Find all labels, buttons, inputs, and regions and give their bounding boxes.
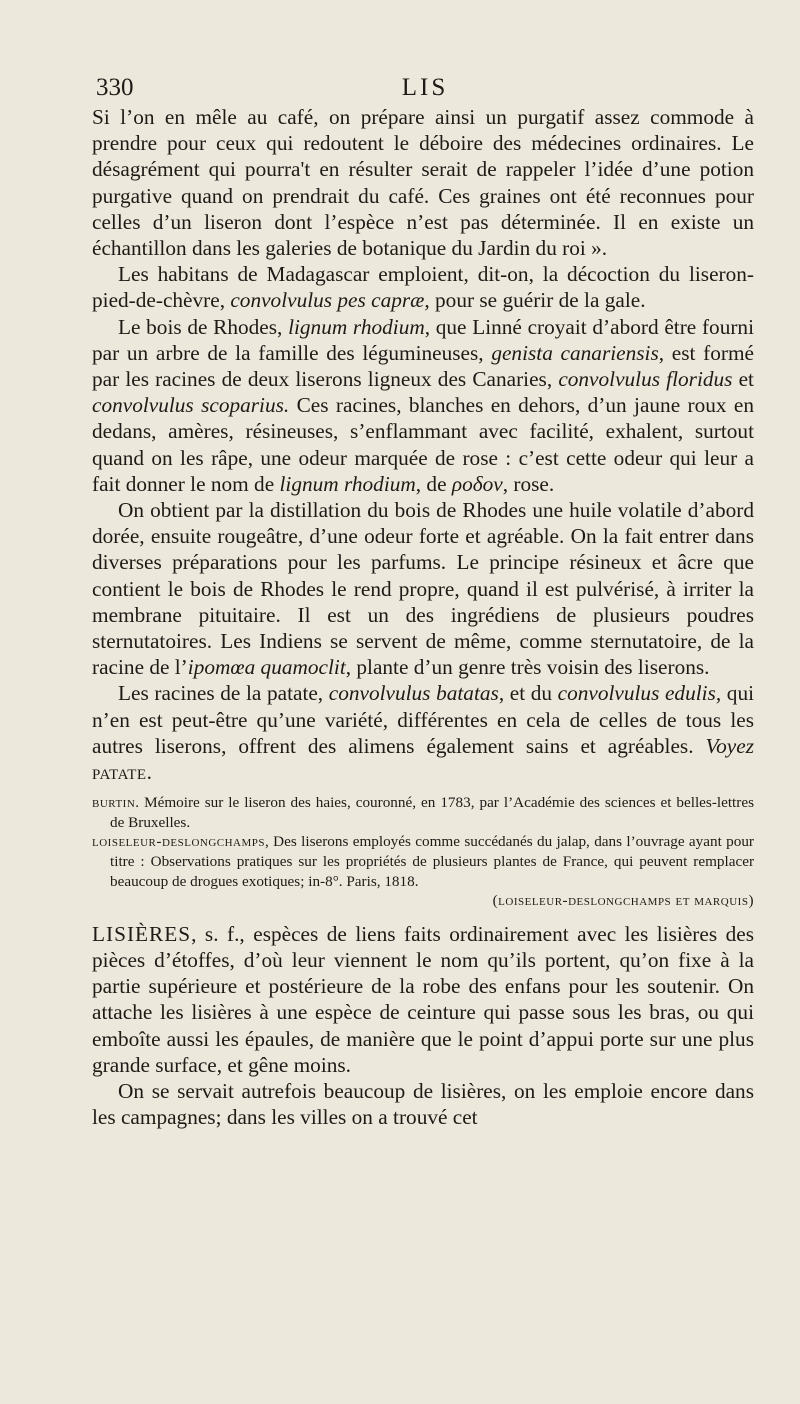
text-run: , pour se guérir de la gale. (424, 288, 646, 313)
author-signature: (loiseleur-deslongchamps et marquis) (492, 892, 754, 910)
page-number: 330 (96, 74, 134, 101)
text-run: , rose. (502, 471, 555, 496)
greek-word: ρoδov (451, 471, 503, 496)
text-run: et (732, 367, 754, 392)
reference-text: . Mémoire sur le liseron des haies, couronné, en 1783, par l’Académie des sciences et belles-lettres de Bruxelles. (110, 794, 754, 831)
text-run: Le bois de Rhodes, (118, 314, 289, 339)
reference-1 (92, 793, 754, 832)
latin-name: convolvulus floridus (558, 367, 733, 392)
article-text (92, 104, 754, 785)
paragraph-4 (92, 497, 754, 680)
latin-name: convolvulus batatas (328, 681, 499, 706)
references (92, 793, 754, 911)
text-run: , est formé par les racines de deux liserons ligneux des Canaries, (92, 340, 755, 392)
entry-paragraph-1 (92, 921, 754, 1078)
text-run: Ces racines, blanches en dehors, d’un jaune roux en dedans, amères, résineuses, s’enflammant avec facilité, exhalent, surtout quand on les râpe, une odeur marquée de rose : c’est cette odeur qui leur a fait donner le nom de (92, 393, 754, 496)
entry-headword: LISIÈRES (92, 921, 192, 946)
text-run: Les racines de la patate, (118, 681, 329, 706)
text-run: . (146, 760, 152, 785)
paragraph-2 (92, 261, 754, 313)
reference-author: loiseleur-deslongchamps (92, 833, 266, 851)
text-run: , que Linné croyait d’abord être fourni par un arbre de la famille des légumineuses, (92, 314, 754, 365)
cross-reference-target: patate (92, 760, 147, 785)
latin-name: convolvulus pes capræ (230, 288, 425, 313)
paragraph-3 (92, 314, 754, 497)
text-run: On obtient par la distillation du bois de Rhodes une huile volatile d’abord dorée, ensuite rougeâtre, d’une odeur forte et agréable. On la fait entrer dans diverses préparations pour les parfums. Le principe résineux et âcre que contient le bois de Rhodes le rend propre, quand il est pulvérisé, à irriter la membrane pituitaire. Il est un des ingrédiens de plusieurs poudres sternutatoires. Les Indiens se servent de même, comme sternutatoire, de la racine de l’ (92, 498, 754, 680)
latin-name: ipomœa quamoclit (187, 655, 346, 680)
page-header (96, 74, 754, 108)
running-head: LIS (401, 74, 449, 101)
text-run: , plante d’un genre très voisin des liserons. (345, 655, 710, 680)
text-run: , qui n’en est peut-être qu’une variété, différentes en cela de celles de tous les autres liserons, offrent des alimens également sains et agréables. (92, 681, 755, 758)
latin-name: lignum rhodium (279, 471, 416, 496)
reference-text: , Des liserons employés comme succédanés du jalap, dans l’ouvrage ayant pour titre : Observations pratiques sur les propriétés de plusieurs plantes de France, qui peuvent remplacer beaucoup de drogues exotiques; in-8°. Paris, 1818. (110, 833, 754, 890)
paragraph-5 (92, 680, 754, 785)
latin-name: genista canariensis (491, 340, 659, 365)
text-run: , s. f., espèces de liens faits ordinairement avec les lisières des pièces d’étoffes, d’où leur viennent le nom qu’ils portent, qu’on fixe à la partie supérieure et postérieure de la robe des enfans pour les soutenir. On attache les lisières à une espèce de ceinture qui passe sous les bras, ou qui emboîte aussi les épaules, de manière que le point d’appui porte sur une plus grande surface, et gêne moins. (92, 921, 754, 1077)
page-body (92, 104, 754, 1130)
cross-reference-label: Voyez (705, 733, 754, 758)
entry-paragraph-2: On se servait autrefois beaucoup de lisières, on les emploie encore dans les campagnes; dans les villes on a trouvé cet (92, 1079, 754, 1130)
latin-name: lignum rhodium (288, 314, 425, 339)
text-run: Les habitans de Madagascar emploient, dit-on, la décoction du liseron-pied-de-chèvre, (92, 262, 754, 313)
text-run: , et du (498, 681, 558, 706)
text-run: , de (415, 471, 452, 496)
paragraph-1: Si l’on en mêle au café, on prépare ainsi un purgatif assez commode à prendre pour ceux qui redoutent le déboire des médecines ordinaires. Le désagrément qui pourra't en résulter serait de rappeler l’idée d’une potion purgative quand on prendrait du café. Ces graines ont été reconnues pour celles d’un liseron dont l’espèce n’est pas déterminée. Il en existe un échantillon dans les galeries de botanique du Jardin du roi ». (92, 105, 754, 261)
reference-author: burtin (92, 794, 136, 812)
latin-name: convolvulus edulis (557, 681, 716, 706)
dictionary-entry (92, 921, 754, 1131)
reference-2 (92, 832, 754, 891)
latin-name: convolvulus scoparius. (92, 393, 290, 418)
